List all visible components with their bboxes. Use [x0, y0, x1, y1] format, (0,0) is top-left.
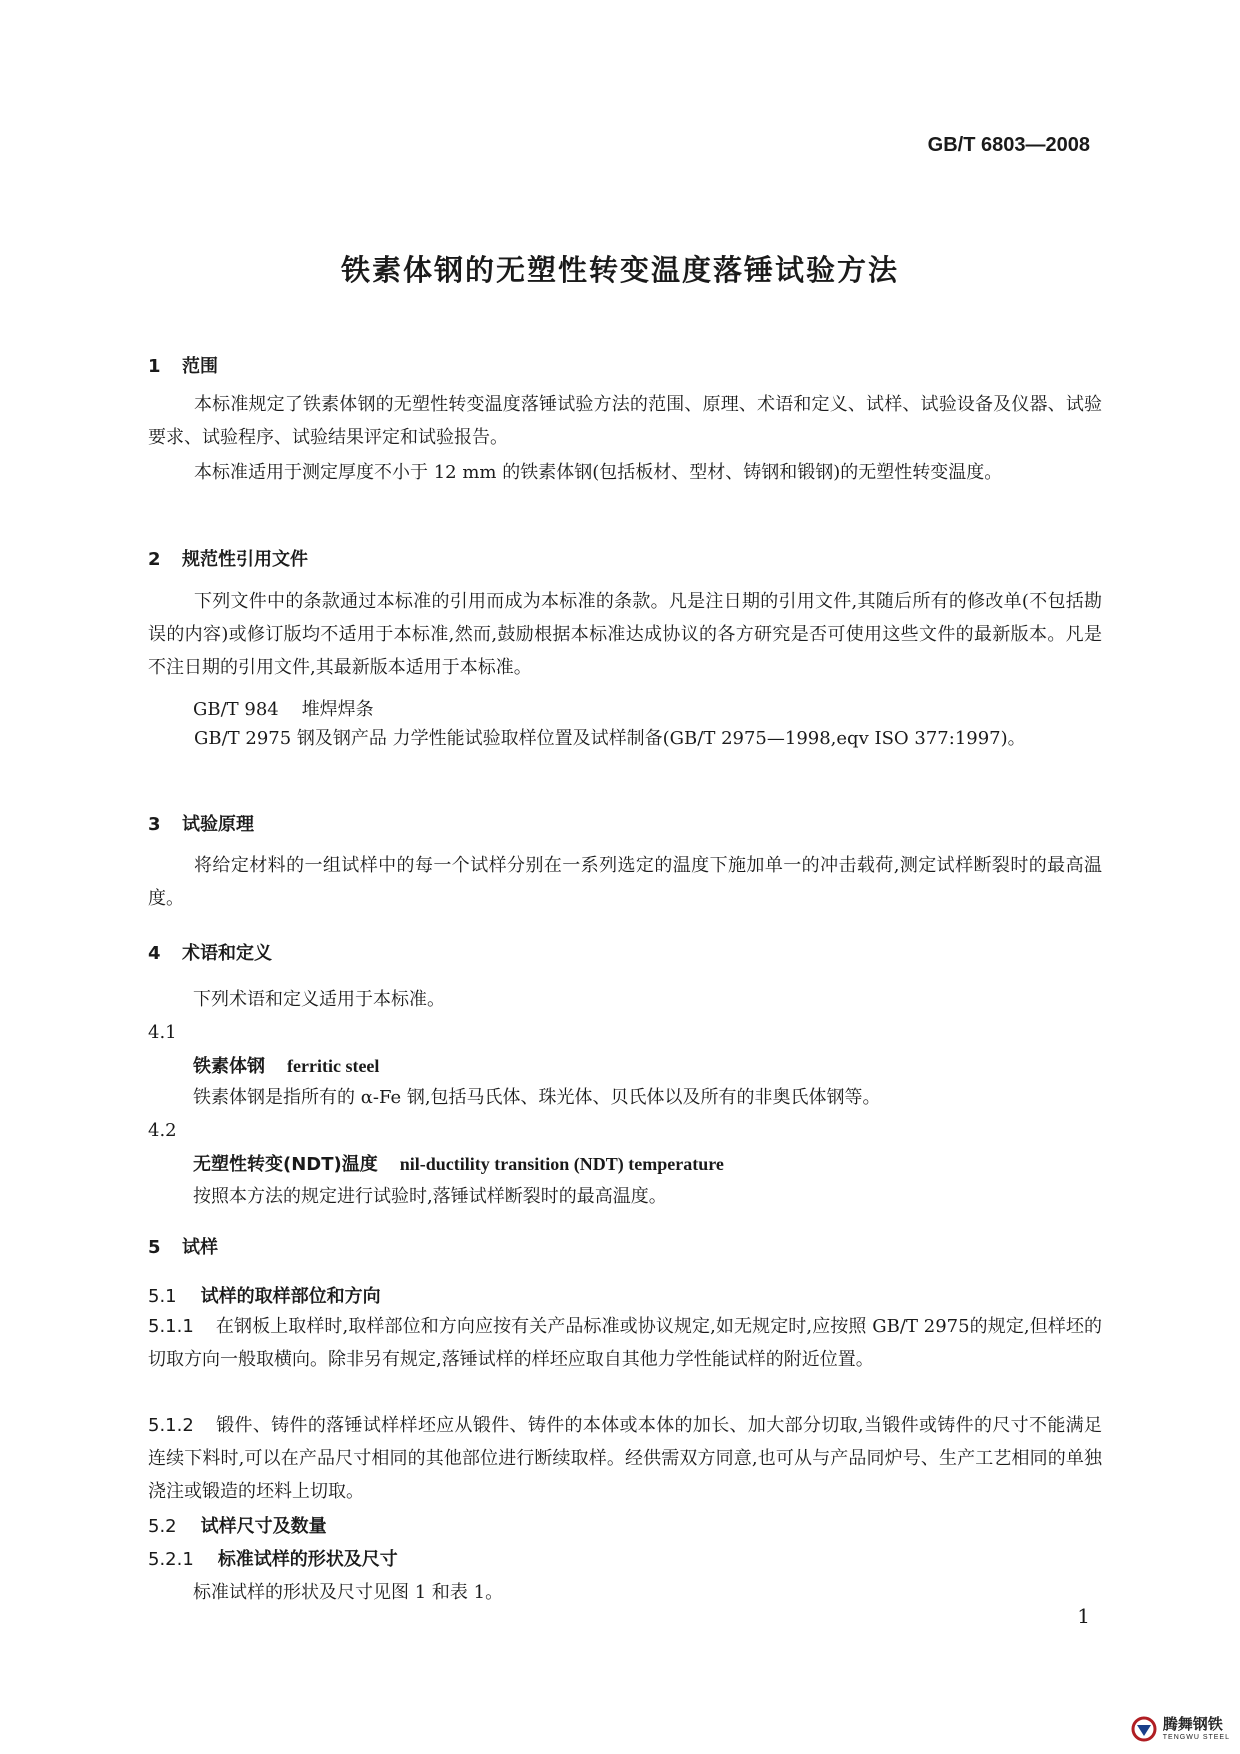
- reference-gbt-984: GB/T 984 堆焊焊条: [193, 699, 374, 720]
- section-1-heading: 1 范围: [148, 356, 218, 377]
- section-5-heading: 5 试样: [148, 1237, 218, 1258]
- clause-5-1-2: 5.1.2 锻件、铸件的落锤试样样坯应从锻件、铸件的本体或本体的加长、加大部分切取,当锻件或铸件的尺寸不能满足连续下料时,可以在产品尺寸相同的其他部位进行断续取样。经供需双方同意,也可从与产品同炉号、生产工艺相同的单独浇注或锻造的坯料上切取。: [148, 1415, 1102, 1502]
- document-title: 铁素体钢的无塑性转变温度落锤试验方法: [340, 253, 899, 287]
- section-4-heading: 4 术语和定义: [148, 943, 272, 964]
- standard-number: GB/T 6803—2008: [927, 134, 1090, 156]
- clause-5-1-heading: 5.1 试样的取样部位和方向: [148, 1286, 381, 1307]
- reference-gbt-2975: GB/T 2975 钢及钢产品 力学性能试验取样位置及试样制备(GB/T 2975—1998,eqv ISO 377:1997)。: [194, 728, 1026, 749]
- section-3-heading: 3 试验原理: [148, 814, 254, 835]
- term-4-2-definition: 按照本方法的规定进行试验时,落锤试样断裂时的最高温度。: [193, 1186, 667, 1207]
- term-4-2: 无塑性转变(NDT)温度 nil-ductility transition (NDT) temperature: [193, 1154, 724, 1175]
- logo-english-text: TENGWU STEEL: [1162, 1734, 1230, 1741]
- section-1-para-1: 本标准规定了铁素体钢的无塑性转变温度落锤试验方法的范围、原理、术语和定义、试样、试验设备及仪器、试验要求、试验程序、试验结果评定和试验报告。: [148, 394, 1102, 448]
- term-4-1-definition: 铁素体钢是指所有的 α-Fe 钢,包括马氏体、珠光体、贝氏体以及所有的非奥氏体钢等。: [193, 1087, 881, 1108]
- clause-5-1-1: 5.1.1 在钢板上取样时,取样部位和方向应按有关产品标准或协议规定,如无规定时,应按照 GB/T 2975的规定,但样坯的切取方向一般取横向。除非另有规定,落锤试样的样坯应取自其他力学性能试样的附近位置。: [148, 1316, 1102, 1370]
- clause-5-2-1-heading: 5.2.1 标准试样的形状及尺寸: [148, 1549, 398, 1570]
- term-4-1: 铁素体钢 ferritic steel: [193, 1056, 380, 1077]
- term-4-1-number: 4.1: [148, 1022, 177, 1043]
- clause-5-2-1-text: 标准试样的形状及尺寸见图 1 和表 1。: [193, 1582, 504, 1603]
- section-2-heading: 2 规范性引用文件: [148, 549, 308, 570]
- section-2-para-1: 下列文件中的条款通过本标准的引用而成为本标准的条款。凡是注日期的引用文件,其随后所有的修改单(不包括勘误的内容)或修订版均不适用于本标准,然而,鼓励根据本标准达成协议的各方研究是否可使用这些文件的最新版本。凡是不注日期的引用文件,其最新版本适用于本标准。: [148, 591, 1102, 678]
- watermark-logo: [1131, 1716, 1230, 1742]
- page-number: 1: [1077, 1604, 1090, 1628]
- clause-5-2-heading: 5.2 试样尺寸及数量: [148, 1516, 327, 1537]
- logo-chinese-text: 腾舞钢铁: [1162, 1715, 1223, 1733]
- term-4-2-number: 4.2: [148, 1120, 177, 1141]
- tengwu-logo-icon: [1131, 1716, 1157, 1742]
- section-1-para-2: 本标准适用于测定厚度不小于 12 mm 的铁素体钢(包括板材、型材、铸钢和锻钢)的无塑性转变温度。: [194, 462, 1003, 483]
- section-3-para-1: 将给定材料的一组试样中的每一个试样分别在一系列选定的温度下施加单一的冲击载荷,测定试样断裂时的最高温度。: [148, 855, 1102, 909]
- section-4-para-1: 下列术语和定义适用于本标准。: [193, 989, 445, 1010]
